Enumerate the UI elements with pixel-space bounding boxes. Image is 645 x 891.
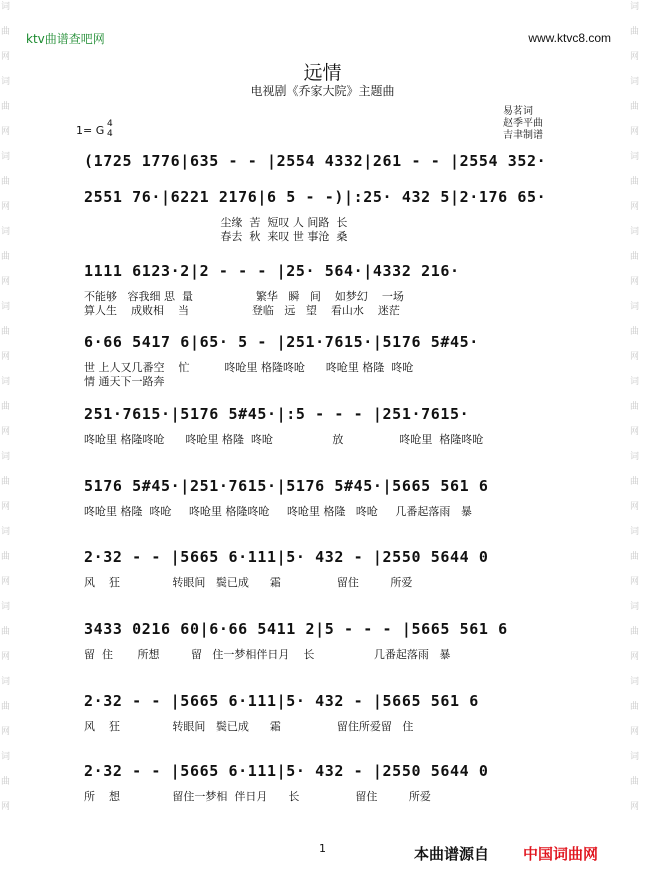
watermark-left <box>1 0 15 825</box>
notation-line: 5176 5#45·|251·7615·|5176 5#45·|5665 561 6 <box>84 477 489 495</box>
notation-line: 251·7615·|5176 5#45·|:5 - - - |251·7615· <box>84 405 470 423</box>
watermark-char: 曲 <box>1 177 11 187</box>
watermark-char: 曲 <box>630 402 640 412</box>
watermark-char: 词 <box>1 227 11 237</box>
song-subtitle: 电视剧《乔家大院》主题曲 <box>250 84 395 98</box>
watermark-char: 网 <box>630 277 640 287</box>
lyric-line: 算人生 成败相 当 登临 远 望 看山水 迷茫 <box>84 304 400 317</box>
song-title: 远情 <box>303 62 342 84</box>
watermark-char: 网 <box>1 52 11 62</box>
watermark-char: 网 <box>1 502 11 512</box>
watermark-char: 词 <box>1 527 11 537</box>
watermark-char: 词 <box>1 377 11 387</box>
watermark-char: 网 <box>630 652 640 662</box>
watermark-char: 网 <box>1 652 11 662</box>
lyric-line: 风 狂 转眼间 鬓已成 霜 留住所爱留 住 <box>84 720 414 733</box>
watermark-char: 词 <box>630 227 640 237</box>
watermark-char: 词 <box>630 752 640 762</box>
composer-credit: 赵季平曲 <box>503 118 543 129</box>
watermark-char: 词 <box>630 602 640 612</box>
watermark-char: 曲 <box>630 252 640 262</box>
arranger-credit: 吉聿制谱 <box>503 130 543 141</box>
notation-line: (1725 1776|635 - - |2554 4332|261 - - |2554 352· <box>84 152 547 170</box>
watermark-char: 词 <box>1 602 11 612</box>
site-link-right[interactable]: www.ktvc8.com <box>528 31 611 45</box>
watermark-char: 词 <box>1 677 11 687</box>
lyric-line: 世 上人又几番空 忙 咚呛里 格隆咚呛 咚呛里 格隆 咚呛 <box>84 361 414 374</box>
watermark-char: 网 <box>630 427 640 437</box>
watermark-char: 曲 <box>630 27 640 37</box>
notation-line: 2551 76·|6221 2176|6 5 - -)|:25· 432 5|2·176 65· <box>84 188 547 206</box>
lyric-line: 风 狂 转眼间 鬓已成 霜 留住 所爱 <box>84 576 413 589</box>
watermark-char: 词 <box>630 527 640 537</box>
notation-line: 6·66 5417 6|65· 5 - |251·7615·|5176 5#45· <box>84 333 479 351</box>
watermark-char: 网 <box>630 352 640 362</box>
watermark-char: 网 <box>630 52 640 62</box>
time-signature-top: 4 <box>107 119 113 129</box>
site-link-left[interactable]: ktv曲谱查吧网 <box>26 32 105 46</box>
watermark-char: 网 <box>1 802 11 812</box>
watermark-char: 词 <box>1 452 11 462</box>
lyric-line: 春去 秋 来叹 世 事沧 桑 <box>84 230 348 243</box>
notation-line: 1111 6123·2|2 - - - |25· 564·|4332 216· <box>84 262 460 280</box>
lyric-line: 咚呛里 格隆咚呛 咚呛里 格隆 咚呛 放 咚呛里 格隆咚呛 <box>84 433 484 446</box>
watermark-right <box>630 0 644 825</box>
watermark-char: 曲 <box>1 327 11 337</box>
watermark-char: 曲 <box>630 177 640 187</box>
watermark-char: 网 <box>1 277 11 287</box>
key-signature: 1= G <box>76 124 105 137</box>
watermark-char: 词 <box>1 2 11 12</box>
watermark-char: 曲 <box>1 702 11 712</box>
watermark-char: 词 <box>630 302 640 312</box>
watermark-char: 网 <box>1 727 11 737</box>
page-number: 1 <box>319 842 326 855</box>
time-signature-bottom: 4 <box>107 129 113 139</box>
notation-line: 2·32 - - |5665 6·111|5· 432 - |2550 5644 0 <box>84 548 489 566</box>
lyric-line: 不能够 容我细 思 量 繁华 瞬 间 如梦幻 一场 <box>84 290 404 303</box>
watermark-char: 词 <box>1 77 11 87</box>
notation-line: 3433 0216 60|6·66 5411 2|5 - - - |5665 561 6 <box>84 620 508 638</box>
watermark-char: 曲 <box>1 27 11 37</box>
watermark-char: 曲 <box>1 777 11 787</box>
watermark-char: 网 <box>630 802 640 812</box>
watermark-char: 词 <box>1 152 11 162</box>
watermark-char: 曲 <box>630 777 640 787</box>
watermark-char: 曲 <box>1 102 11 112</box>
notation-line: 2·32 - - |5665 6·111|5· 432 - |5665 561 6 <box>84 692 479 710</box>
watermark-char: 网 <box>1 202 11 212</box>
watermark-char: 曲 <box>1 627 11 637</box>
watermark-char: 词 <box>630 77 640 87</box>
notation-line: 2·32 - - |5665 6·111|5· 432 - |2550 5644 0 <box>84 762 489 780</box>
watermark-char: 网 <box>630 577 640 587</box>
watermark-char: 网 <box>1 427 11 437</box>
watermark-char: 曲 <box>630 627 640 637</box>
watermark-char: 曲 <box>1 402 11 412</box>
watermark-char: 网 <box>630 202 640 212</box>
watermark-char: 词 <box>630 152 640 162</box>
watermark-char: 词 <box>630 377 640 387</box>
watermark-char: 曲 <box>1 477 11 487</box>
lyricist-credit: 易茗词 <box>503 106 533 117</box>
watermark-char: 曲 <box>630 477 640 487</box>
watermark-char: 词 <box>630 452 640 462</box>
watermark-char: 词 <box>1 302 11 312</box>
lyric-line: 留 住 所想 留 住一梦相伴日月 长 几番起落雨 暴 <box>84 648 451 661</box>
lyric-line: 所 想 留住一梦相 伴日月 长 留住 所爱 <box>84 790 431 803</box>
watermark-char: 词 <box>1 752 11 762</box>
watermark-char: 网 <box>1 127 11 137</box>
lyric-line: 咚呛里 格隆 咚呛 咚呛里 格隆咚呛 咚呛里 格隆 咚呛 几番起落雨 暴 <box>84 505 472 518</box>
watermark-char: 曲 <box>630 702 640 712</box>
watermark-char: 曲 <box>630 327 640 337</box>
source-label: 本曲谱源自 <box>414 845 490 863</box>
watermark-char: 网 <box>1 577 11 587</box>
watermark-char: 网 <box>630 502 640 512</box>
watermark-char: 网 <box>630 127 640 137</box>
watermark-char: 词 <box>630 677 640 687</box>
watermark-char: 曲 <box>1 552 11 562</box>
watermark-char: 曲 <box>630 102 640 112</box>
watermark-char: 网 <box>1 352 11 362</box>
watermark-char: 曲 <box>630 552 640 562</box>
watermark-char: 网 <box>630 727 640 737</box>
watermark-char: 曲 <box>1 252 11 262</box>
lyric-line: 尘缘 苦 短叹 人 间路 长 <box>84 216 348 229</box>
source-name[interactable]: 中国词曲网 <box>523 845 599 863</box>
watermark-char: 词 <box>630 2 640 12</box>
lyric-line: 情 通天下一路奔 <box>84 375 165 388</box>
